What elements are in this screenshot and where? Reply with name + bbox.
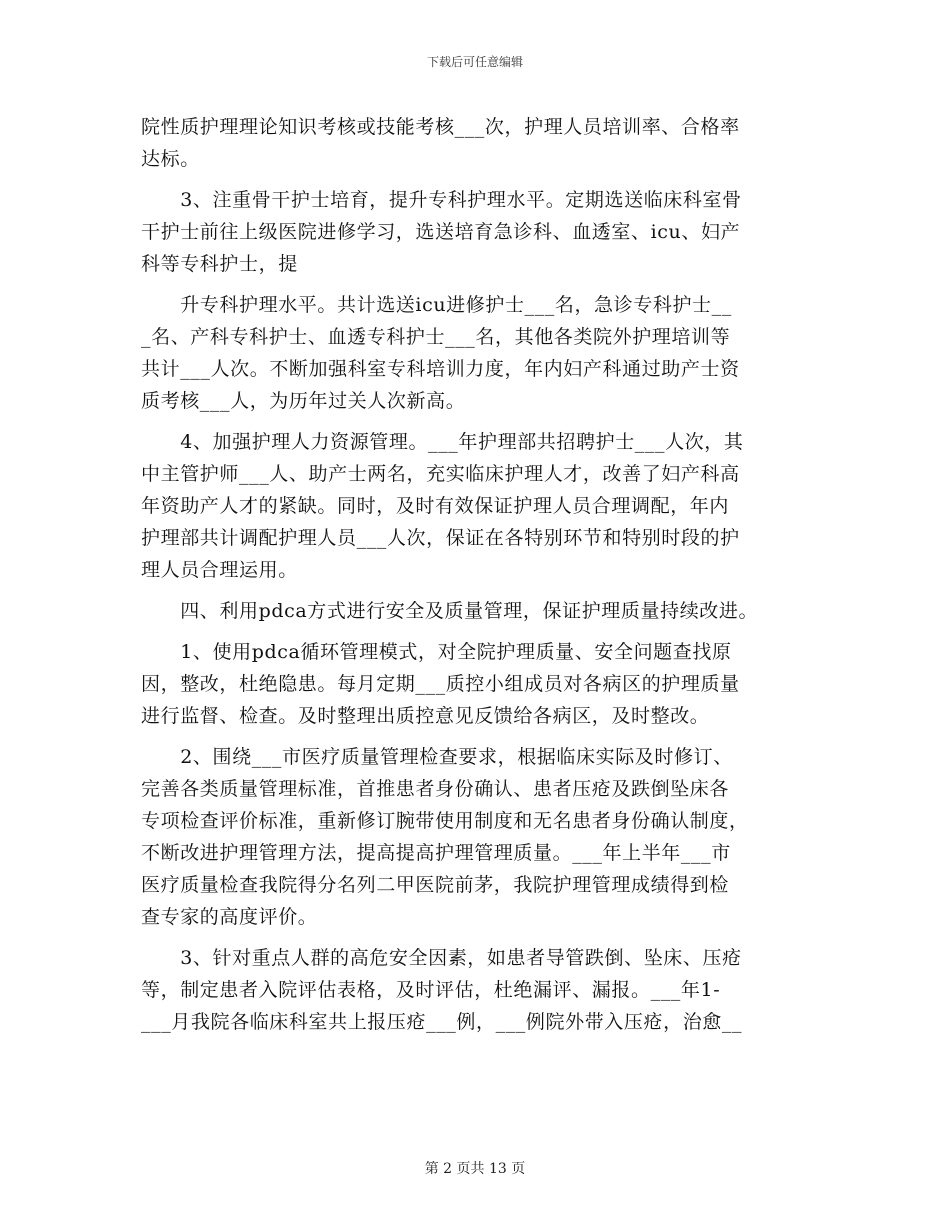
- text-line: 3、针对重点人群的高危安全因素，如患者导管跌倒、坠床、压疮: [141, 947, 742, 969]
- text-line: 升专科护理水平。共计选送icu进修护士___名，急诊专科护士__: [141, 294, 732, 316]
- text-line: 共计___人次。不断加强科室专科培训力度，年内妇产科通过助产士资: [141, 358, 740, 380]
- text-line: 3、注重骨干护士培育，提升专科护理水平。定期选送临床科室骨: [141, 189, 742, 211]
- text-line: 专项检查评价标准，重新修订腕带使用制度和无名患者身份确认制度，: [141, 810, 749, 832]
- text-line: _名、产科专科护士、血透专科护士___名，其他各类院外护理培训等: [141, 326, 731, 348]
- text-line: 达标。: [141, 148, 200, 170]
- text-line: 不断改进护理管理方法，提高提高护理管理质量。___年上半年___市: [141, 842, 731, 864]
- text-line: 科等专科护士，提: [141, 253, 298, 275]
- text-line: 中主管护师___人、助产士两名，充实临床护理人才，改善了妇产科高: [141, 463, 740, 485]
- text-line: 2、围绕___市医疗质量管理检查要求，根据临床实际及时修订、: [141, 746, 733, 768]
- text-line: 四、利用pdca方式进行安全及质量管理，保证护理质量持续改进。: [141, 600, 759, 622]
- text-line: 4、加强护理人力资源管理。___年护理部共招聘护士___人次，其: [141, 431, 744, 453]
- text-line: 查专家的高度评价。: [141, 906, 318, 928]
- text-line: 质考核___人，为历年过关人次新高。: [141, 390, 466, 412]
- text-line: 医疗质量检查我院得分名列二甲医院前茅，我院护理管理成绩得到检: [141, 874, 730, 896]
- text-line: 院性质护理理论知识考核或技能考核___次，护理人员培训率、合格率: [141, 116, 740, 138]
- text-line: ___月我院各临床科室共上报压疮___例，___例院外带入压疮，治愈__: [141, 1011, 743, 1033]
- text-line: 进行监督、检查。及时整理出质控意见反馈给各病区，及时整改。: [141, 705, 710, 727]
- text-line: 完善各类质量管理标准，首推患者身份确认、患者压疮及跌倒坠床各: [141, 778, 730, 800]
- page-footer: 第 2 页共 13 页: [424, 1161, 526, 1177]
- text-line: 等，制定患者入院评估表格，及时评估，杜绝漏评、漏报。___年1-: [141, 979, 721, 1001]
- text-line: 干护士前往上级医院进修学习，选送培育急诊科、血透室、icu、妇产: [141, 221, 741, 243]
- body-text: [141, 111, 811, 1038]
- text-line: 1、使用pdca循环管理模式，对全院护理质量、安全问题查找原: [141, 641, 732, 663]
- text-line: 因，整改，杜绝隐患。每月定期___质控小组成员对各病区的护理质量: [141, 673, 740, 695]
- text-line: 护理部共计调配护理人员___人次，保证在各特别环节和特别时段的护: [141, 527, 740, 549]
- text-line: 理人员合理运用。: [141, 559, 298, 581]
- page-header: 下载后可任意编辑: [426, 55, 523, 69]
- text-line: 年资助产人才的紧缺。同时，及时有效保证护理人员合理调配，年内: [141, 495, 730, 517]
